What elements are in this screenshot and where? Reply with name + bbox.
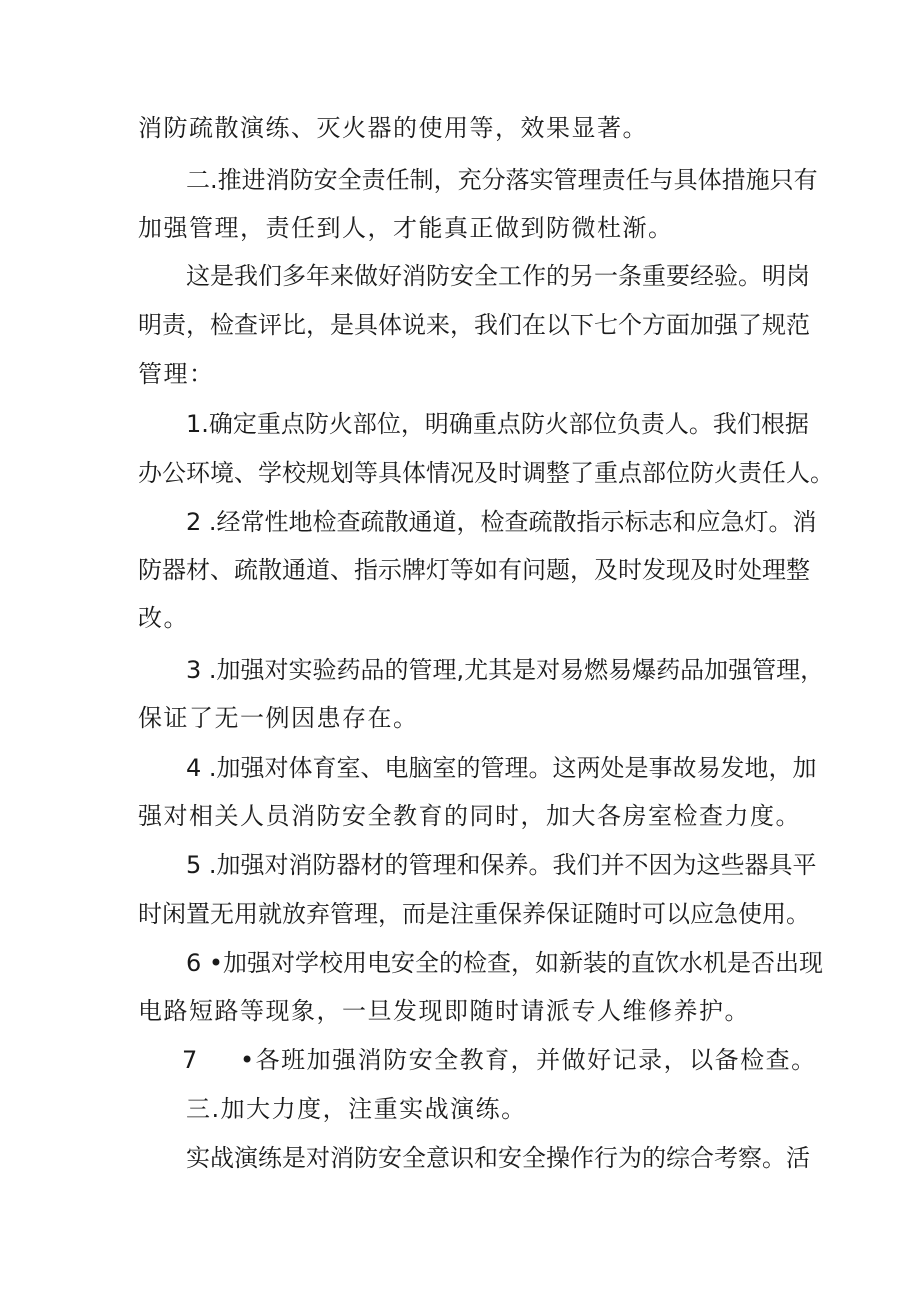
- text-line: 强对相关人员消防安全教育的同时，加大各房室检查力度。: [138, 802, 801, 830]
- text-line: 保证了无一例因患存在。: [138, 704, 419, 732]
- text-line: 实战演练是对消防安全意识和安全操作行为的综合考察。活: [186, 1144, 810, 1172]
- text-line: 改。: [138, 604, 189, 632]
- section-heading-three: 三.加大力度，注重实战演练。: [186, 1095, 527, 1123]
- text-line: 管理：: [138, 360, 215, 388]
- list-item-1: 1.确定重点防火部位，明确重点防火部位负责人。我们根据: [186, 410, 809, 438]
- text-line: 防器材、疏散通道、指示牌灯等如有问题，及时发现及时处理整: [138, 556, 810, 584]
- text-line: 加强管理，责任到人，才能真正做到防微杜渐。: [138, 214, 674, 242]
- list-item-2: 2 .经常性地检查疏散通道，检查疏散指示标志和应急灯。消: [186, 508, 817, 536]
- text-line: 时闲置无用就放弃管理，而是注重保养保证随时可以应急使用。: [138, 900, 810, 928]
- list-item-4: 4 .加强对体育室、电脑室的管理。这两处是事故易发地，加: [186, 754, 817, 782]
- text-line: 明责，检查评比，是具体说来，我们在以下七个方面加强了规范: [138, 311, 810, 339]
- text-line: 消防疏散演练、灭火器的使用等，效果显著。: [138, 114, 648, 142]
- text-line: 电路短路等现象，一旦发现即随时请派专人维修养护。: [138, 997, 750, 1025]
- text-line: 这是我们多年来做好消防安全工作的另一条重要经验。明岗: [186, 262, 810, 290]
- list-item-7: •各班加强消防安全教育，并做好记录，以备检查。: [240, 1046, 817, 1074]
- section-heading-two: 二.推进消防安全责任制，充分落实管理责任与具体措施只有: [186, 166, 818, 194]
- list-item-3: 3 .加强对实验药品的管理,尤其是对易燃易爆药品加强管理，: [186, 656, 825, 684]
- text-line: 办公环境、学校规划等具体情况及时调整了重点部位防火责任人。: [138, 459, 834, 487]
- list-item-7-number: 7: [182, 1046, 199, 1074]
- list-item-6: 6 •加强对学校用电安全的检查，如新装的直饮水机是否出现: [186, 949, 824, 977]
- list-item-5: 5 .加强对消防器材的管理和保养。我们并不因为这些器具平: [186, 851, 817, 879]
